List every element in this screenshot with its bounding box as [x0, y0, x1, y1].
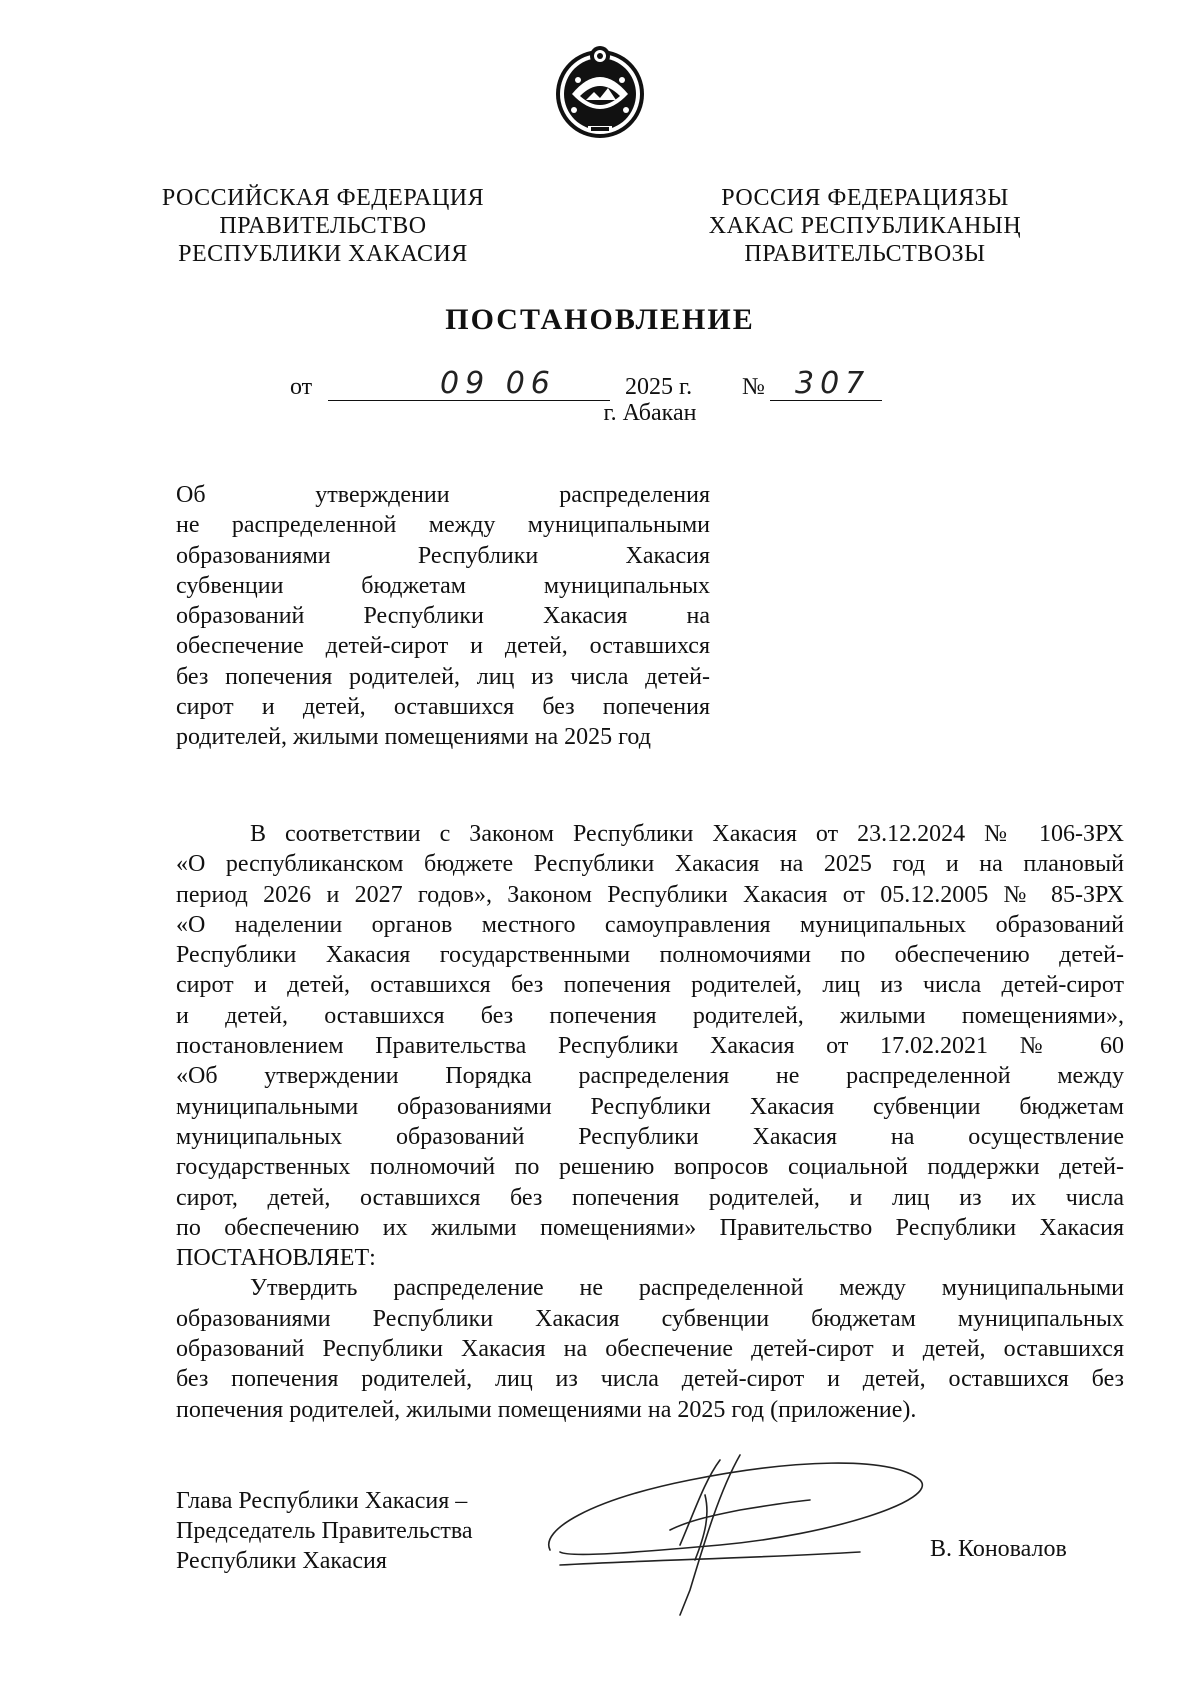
body-line: образований Республики Хакасия на обеспечение детей-сирот и детей, оставшихся: [176, 1336, 1124, 1363]
body-line: Республики Хакасия государственными полномочиями по обеспечению детей-: [176, 942, 1124, 969]
document-body: [176, 819, 1124, 1425]
subject-line: образованиями Республики Хакасия: [176, 542, 710, 569]
body-line: муниципальными образованиями Республики Хакасия субвенции бюджетам: [176, 1093, 1124, 1120]
signatory-name: В. Коновалов: [930, 1536, 1067, 1562]
number-label: №: [742, 374, 765, 400]
paragraph-2: [176, 1273, 1124, 1424]
body-line: «Об утверждении Порядка распределения не распределенной между: [176, 1063, 1124, 1090]
body-line: государственных полномочий по решению вопросов социальной поддержки детей-: [176, 1154, 1124, 1181]
body-line: В соответствии с Законом Республики Хакасия от 23.12.2024 № 106-ЗРХ: [250, 821, 1124, 847]
body-line: Утвердить распределение не распределенной между муниципальными: [250, 1275, 1124, 1302]
header-right-line: РОССИЯ ФЕДЕРАЦИЯЗЫ: [721, 185, 1009, 211]
subject-line: не распределенной между муниципальными: [176, 512, 710, 539]
handwritten-signature: [530, 1440, 930, 1620]
body-line: постановлением Правительства Республики Хакасия от 17.02.2021 № 60: [176, 1033, 1124, 1060]
body-line: и детей, оставшихся без попечения родителей, жилыми помещениями»,: [176, 1002, 1124, 1029]
document-subject: [176, 480, 710, 753]
signatory-position-line: Глава Республики Хакасия –: [176, 1488, 468, 1514]
body-line: образованиями Республики Хакасия субвенции бюджетам муниципальных: [176, 1305, 1124, 1332]
city: г. Абакан: [603, 400, 697, 426]
subject-line: субвенции бюджетам муниципальных: [176, 572, 710, 599]
subject-line: сирот и детей, оставшихся без попечения: [176, 694, 710, 721]
body-line: ПОСТАНОВЛЯЕТ:: [176, 1245, 376, 1272]
subject-line: без попечения родителей, лиц из числа детей-: [176, 663, 710, 690]
body-line: попечения родителей, жилыми помещениями на 2025 год (приложение).: [176, 1396, 917, 1423]
subject-line: родителей, жилыми помещениями на 2025 год: [176, 724, 651, 751]
header-right-line: ХАКАС РЕСПУБЛИКАНЫҢ: [708, 213, 1022, 239]
subject-line: обеспечение детей-сирот и детей, оставшихся: [176, 633, 710, 660]
paragraph-1: [176, 819, 1124, 1273]
signatory-position-line: Председатель Правительства: [176, 1518, 473, 1544]
subject-line: образований Республики Хакасия на: [176, 603, 710, 630]
body-line: период 2026 и 2027 годов», Законом Республики Хакасия от 05.12.2005 № 85-ЗРХ: [176, 881, 1124, 908]
subject-line: Об утверждении распределения: [176, 482, 710, 508]
header-left-line: РЕСПУБЛИКИ ХАКАСИЯ: [178, 241, 468, 267]
body-line: сирот и детей, оставшихся без попечения родителей, лиц из числа детей-сирот: [176, 972, 1124, 999]
header-right: [690, 184, 1040, 268]
signatory-position: [176, 1486, 473, 1576]
body-line: «О республиканском бюджете Республики Хакасия на 2025 год и на плановый: [176, 851, 1124, 878]
document-title: ПОСТАНОВЛЕНИЕ: [445, 303, 755, 336]
body-line: «О наделении органов местного самоуправления муниципальных образований: [176, 911, 1124, 938]
date-year: 2025 г.: [625, 374, 693, 400]
signatory-position-line: Республики Хакасия: [176, 1548, 387, 1574]
date-prefix: от: [290, 374, 313, 400]
header-left-line: РОССИЙСКАЯ ФЕДЕРАЦИЯ: [161, 185, 485, 211]
body-line: по обеспечению их жилыми помещениями» Правительство Республики Хакасия: [176, 1214, 1124, 1241]
body-line: муниципальных образований Республики Хакасия на осуществление: [176, 1123, 1124, 1150]
coat-of-arms-emblem: [550, 40, 650, 144]
header-right-line: ПРАВИТЕЛЬСТВОЗЫ: [744, 241, 986, 267]
number-handwritten: 307: [795, 366, 871, 401]
header-left: [148, 184, 498, 268]
date-handwritten: 09 06: [440, 366, 556, 401]
body-line: без попечения родителей, лиц из числа детей-сирот и детей, оставшихся без: [176, 1366, 1124, 1393]
header-left-line: ПРАВИТЕЛЬСТВО: [219, 213, 427, 239]
body-line: сирот, детей, оставшихся без попечения родителей, и лиц из их числа: [176, 1184, 1124, 1211]
